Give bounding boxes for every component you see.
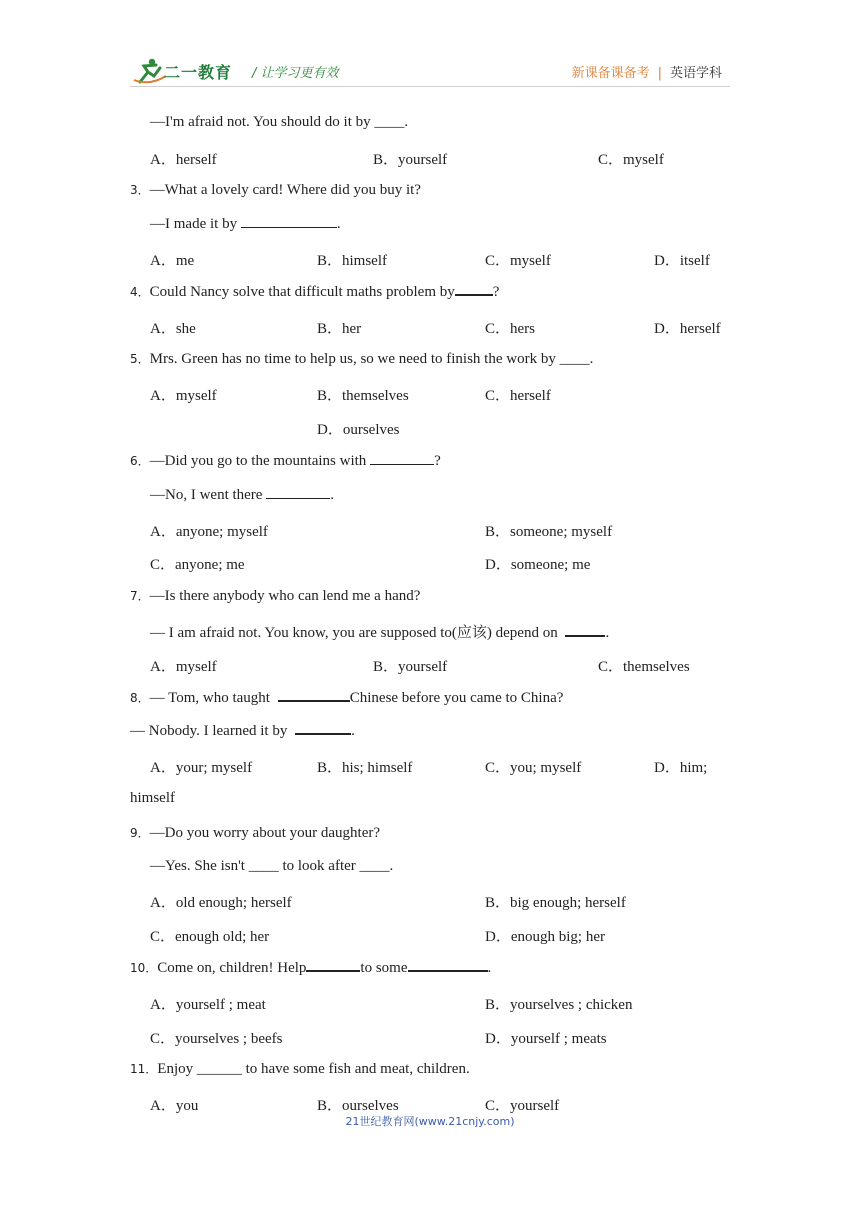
q11-stem-text: Enjoy ______ to have some fish and meat, children. [157,1061,470,1077]
q8-stem [130,689,563,707]
q5-option-a: A．myself [150,388,217,404]
q3-number: 3． [130,183,150,197]
q8-option-d-wrap: himself [130,790,175,806]
q9-line2: —Yes. She isn't ____ to look after ____. [150,858,394,874]
q11-number: 11． [130,1062,158,1076]
q8-option-c: C．you; myself [485,760,582,776]
q3-line2 [150,215,341,233]
q7-option-a: A．myself [150,659,217,675]
q6-stem-pre: —Did you go to the mountains with [149,453,371,469]
q9-option-a: A．old enough; herself [150,895,292,911]
q7-line2 [150,621,609,642]
q6-line2 [150,486,334,504]
q7-line2-pre: — I am afraid not. You know, you are supposed to(应该) depend on [150,625,562,641]
q8-number: 8． [130,691,150,705]
q4-blank [455,283,493,296]
q7-line2-post: . [605,625,610,641]
q8-line2 [130,722,355,740]
q4-stem-pre: Could Nancy solve that difficult maths problem by [149,284,455,300]
q3-stem-text: —What a lovely card! Where did you buy it? [149,182,421,198]
q10-option-b: B．yourselves ; chicken [485,997,633,1013]
header-divider [130,86,730,87]
q8-stem-pre: — Tom, who taught [149,690,274,706]
q2-option-a: A．herself [150,152,217,168]
q10-number: 10． [130,961,158,975]
q6-line2-pre: —No, I went there [150,487,267,503]
q6-option-a: A．anyone; myself [150,524,268,540]
q5-stem [130,350,593,368]
q6-option-d: D．someone; me [485,557,591,573]
q10-stem-post: . [487,960,492,976]
q7-option-c: C．themselves [598,659,690,675]
q9-option-b: B．big enough; herself [485,895,626,911]
q10-option-c: C．yourselves ; beefs [150,1031,283,1047]
q3-option-d: D．itself [654,253,710,269]
q10-blank-2 [408,959,488,972]
header-separator: | [657,66,662,81]
q6-line2-post: . [330,487,334,503]
q4-option-d: D．herself [654,321,721,337]
q2-option-c: C．myself [598,152,664,168]
slogan: / 让学习更有效 [252,66,339,81]
q6-number: 6． [130,454,150,468]
page-header [130,52,730,88]
q5-option-b: B．themselves [317,388,409,404]
q11-stem [130,1060,470,1078]
q7-stem-text: —Is there anybody who can lend me a hand? [149,588,421,604]
q3-option-b: B．himself [317,253,387,269]
q4-stem-post: ? [492,284,500,300]
q3-blank [241,215,337,228]
q6-stem [130,452,441,470]
page-footer: 21世纪教育网(www.21cnjy.com) [345,1115,515,1128]
q7-blank [565,624,605,637]
q9-option-c: C．enough old; her [150,929,270,945]
q5-number: 5． [130,352,150,366]
q3-option-a: A．me [150,253,195,269]
q3-option-c: C．myself [485,253,551,269]
logo-text: 二一教育 [164,63,233,82]
q10-option-d: D．yourself ; meats [485,1031,607,1047]
q10-stem-pre: Come on, children! Help [157,960,307,976]
q6-option-c: C．anyone; me [150,557,245,573]
q8-line2-post: . [351,723,355,739]
q11-option-a: A．you [150,1098,199,1114]
header-right [572,62,722,81]
q8-option-d: D．him; [654,760,708,776]
q9-number: 9． [130,826,150,840]
q6-blank-1 [370,452,434,465]
q6-option-b: B．someone; myself [485,524,613,540]
q10-blank-1 [306,959,360,972]
q4-option-c: C．hers [485,321,535,337]
q5-stem-text: Mrs. Green has no time to help us, so we need to finish the work by ____. [149,351,594,367]
q2-option-b: B．yourself [373,152,448,168]
header-brand: 新课备课备考 [571,66,650,81]
q6-stem-post: ? [434,453,441,469]
q8-option-a: A．your; myself [150,760,253,776]
q8-line2-pre: — Nobody. I learned it by [130,723,292,739]
q3-stem [130,181,421,199]
q4-option-b: B．her [317,321,362,337]
q4-option-a: A．she [150,321,196,337]
q6-blank-2 [266,486,330,499]
header-subject: 英语学科 [669,66,722,81]
q7-option-b: B．yourself [373,659,448,675]
q10-option-a: A．yourself ; meat [150,997,266,1013]
q8-option-b: B．his; himself [317,760,413,776]
q9-stem [130,824,380,842]
q9-stem-text: —Do you worry about your daughter? [149,825,381,841]
q11-option-b: B．ourselves [317,1098,399,1114]
q9-option-d: D．enough big; her [485,929,605,945]
q4-stem [130,283,499,301]
q4-number: 4． [130,285,150,299]
q10-stem-mid: to some [360,960,408,976]
q11-option-c: C．yourself [485,1098,560,1114]
q8-blank-1 [278,689,350,702]
q7-stem [130,587,420,605]
q8-stem-post: Chinese before you came to China? [349,690,564,706]
q10-stem [130,959,491,977]
q2-answer-line: —I'm afraid not. You should do it by ____. [150,114,409,130]
q3-line2-post: . [336,216,341,232]
q3-line2-pre: —I made it by [150,216,241,232]
q5-option-d: D．ourselves [317,422,400,438]
q7-number: 7． [130,589,150,603]
q5-option-c: C．herself [485,388,551,404]
q8-blank-2 [295,722,351,735]
